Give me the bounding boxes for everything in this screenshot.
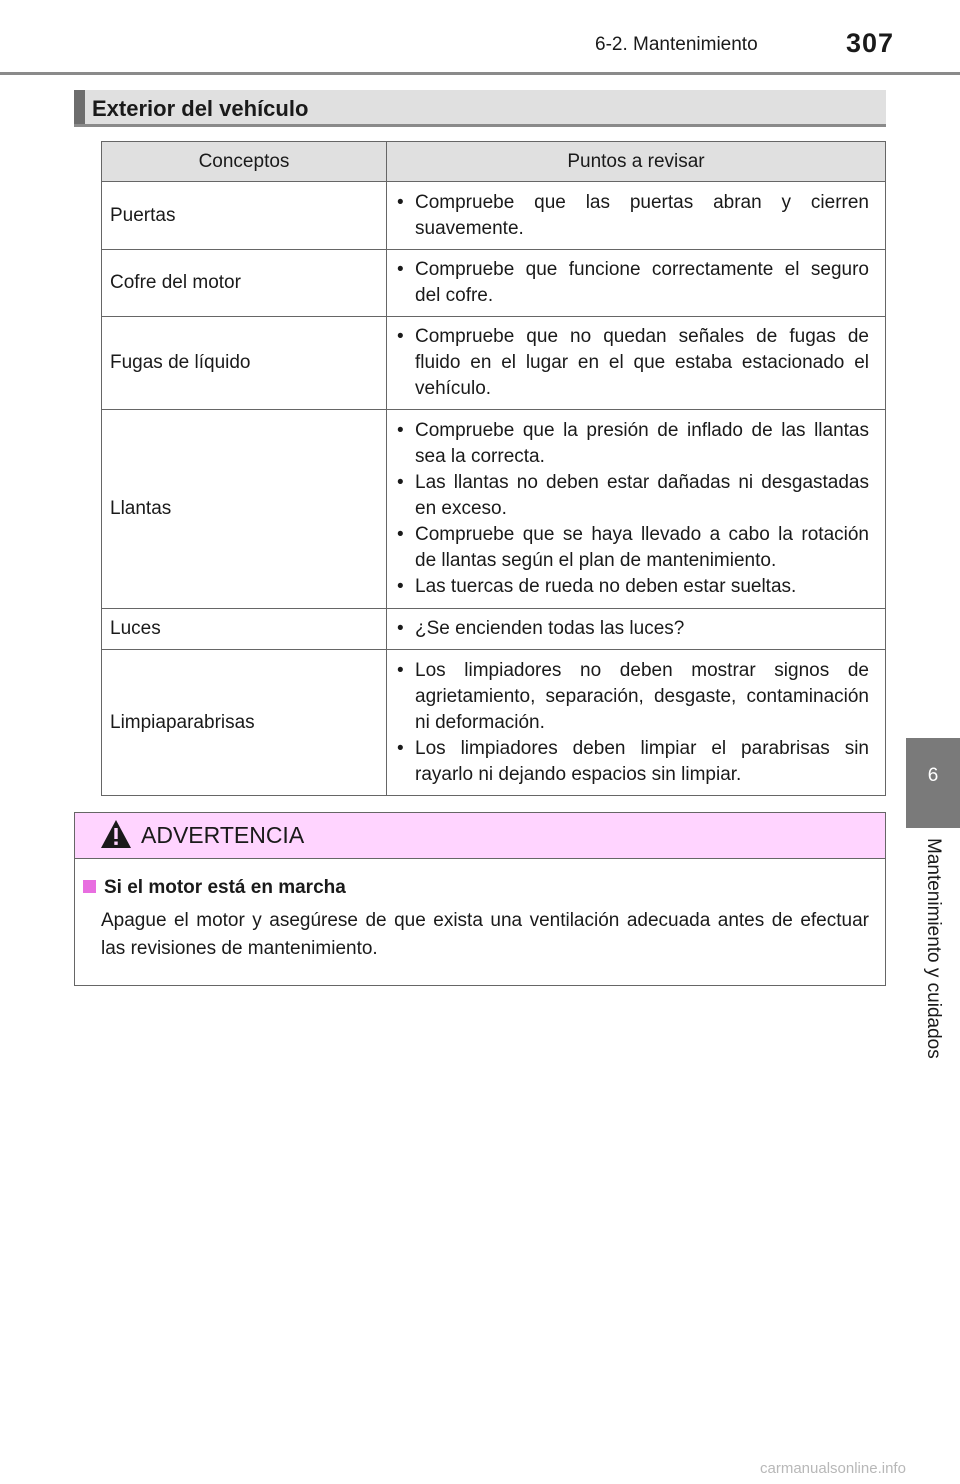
section-accent <box>74 90 85 124</box>
concept-cell: Limpiaparabrisas <box>102 650 387 796</box>
section-title: Exterior del vehículo <box>92 96 309 121</box>
square-bullet-icon <box>83 880 96 893</box>
watermark: carmanualsonline.info <box>760 1460 906 1477</box>
page-number: 307 <box>846 28 895 58</box>
list-item: • Los limpiadores deben limpiar el parabrisas sin rayarlo ni dejando espacios sin limpiar. <box>393 736 869 788</box>
inspection-table <box>101 141 886 796</box>
points-cell <box>387 609 886 650</box>
table-header-row <box>102 142 886 182</box>
warning-header <box>75 813 885 859</box>
concept-cell: Puertas <box>102 182 387 250</box>
table-row <box>102 182 886 250</box>
chapter-number: 6 <box>927 765 939 786</box>
warning-box <box>74 812 886 986</box>
warning-body: Apague el motor y asegúrese de que exista una ventilación adecuada antes de efectuar las revisiones de mantenimiento. <box>101 910 869 959</box>
section-heading <box>74 90 886 127</box>
concept-cell: Fugas de líquido <box>102 317 387 410</box>
list-item: • ¿Se encienden todas las luces? <box>393 616 869 642</box>
list-item: • Compruebe que las puertas abran y cierren suavemente. <box>393 190 869 242</box>
points-cell <box>387 650 886 796</box>
concept-cell: Cofre del motor <box>102 250 387 317</box>
table-row <box>102 317 886 410</box>
list-item: • Los limpiadores no deben mostrar signos de agrietamiento, separación, desgaste, contaminación ni deformación. <box>393 658 869 736</box>
table-row <box>102 650 886 796</box>
concept-cell: Luces <box>102 609 387 650</box>
warning-subtitle <box>83 877 346 899</box>
points-cell <box>387 250 886 317</box>
list-item: • Compruebe que funcione correctamente el seguro del cofre. <box>393 257 869 309</box>
warning-subtitle-text: Si el motor está en marcha <box>104 877 346 898</box>
chapter-label <box>906 838 960 1078</box>
list-item: • Compruebe que la presión de inflado de las llantas sea la correcta. <box>393 418 869 470</box>
list-item: • Compruebe que no quedan señales de fugas de fluido en el lugar en el que estaba estacionado el vehículo. <box>393 324 869 402</box>
table-row <box>102 410 886 609</box>
points-cell <box>387 182 886 250</box>
concept-cell: Llantas <box>102 410 387 609</box>
header-section-title: 6-2. Mantenimiento <box>595 34 758 55</box>
chapter-label-text: Mantenimiento y cuidados <box>923 838 944 1059</box>
warning-title: ADVERTENCIA <box>141 822 305 848</box>
table-row <box>102 250 886 317</box>
points-cell <box>387 410 886 609</box>
table-row <box>102 609 886 650</box>
column-header-points: Puntos a revisar <box>387 142 886 182</box>
points-cell <box>387 317 886 410</box>
list-item: • Las llantas no deben estar dañadas ni desgastadas en exceso. <box>393 470 869 522</box>
warning-triangle-icon <box>99 818 133 850</box>
header-divider <box>0 72 960 75</box>
list-item: • Compruebe que se haya llevado a cabo la rotación de llantas según el plan de mantenimiento. <box>393 522 869 574</box>
list-item: • Las tuercas de rueda no deben estar sueltas. <box>393 574 869 600</box>
column-header-concepts: Conceptos <box>102 142 387 182</box>
